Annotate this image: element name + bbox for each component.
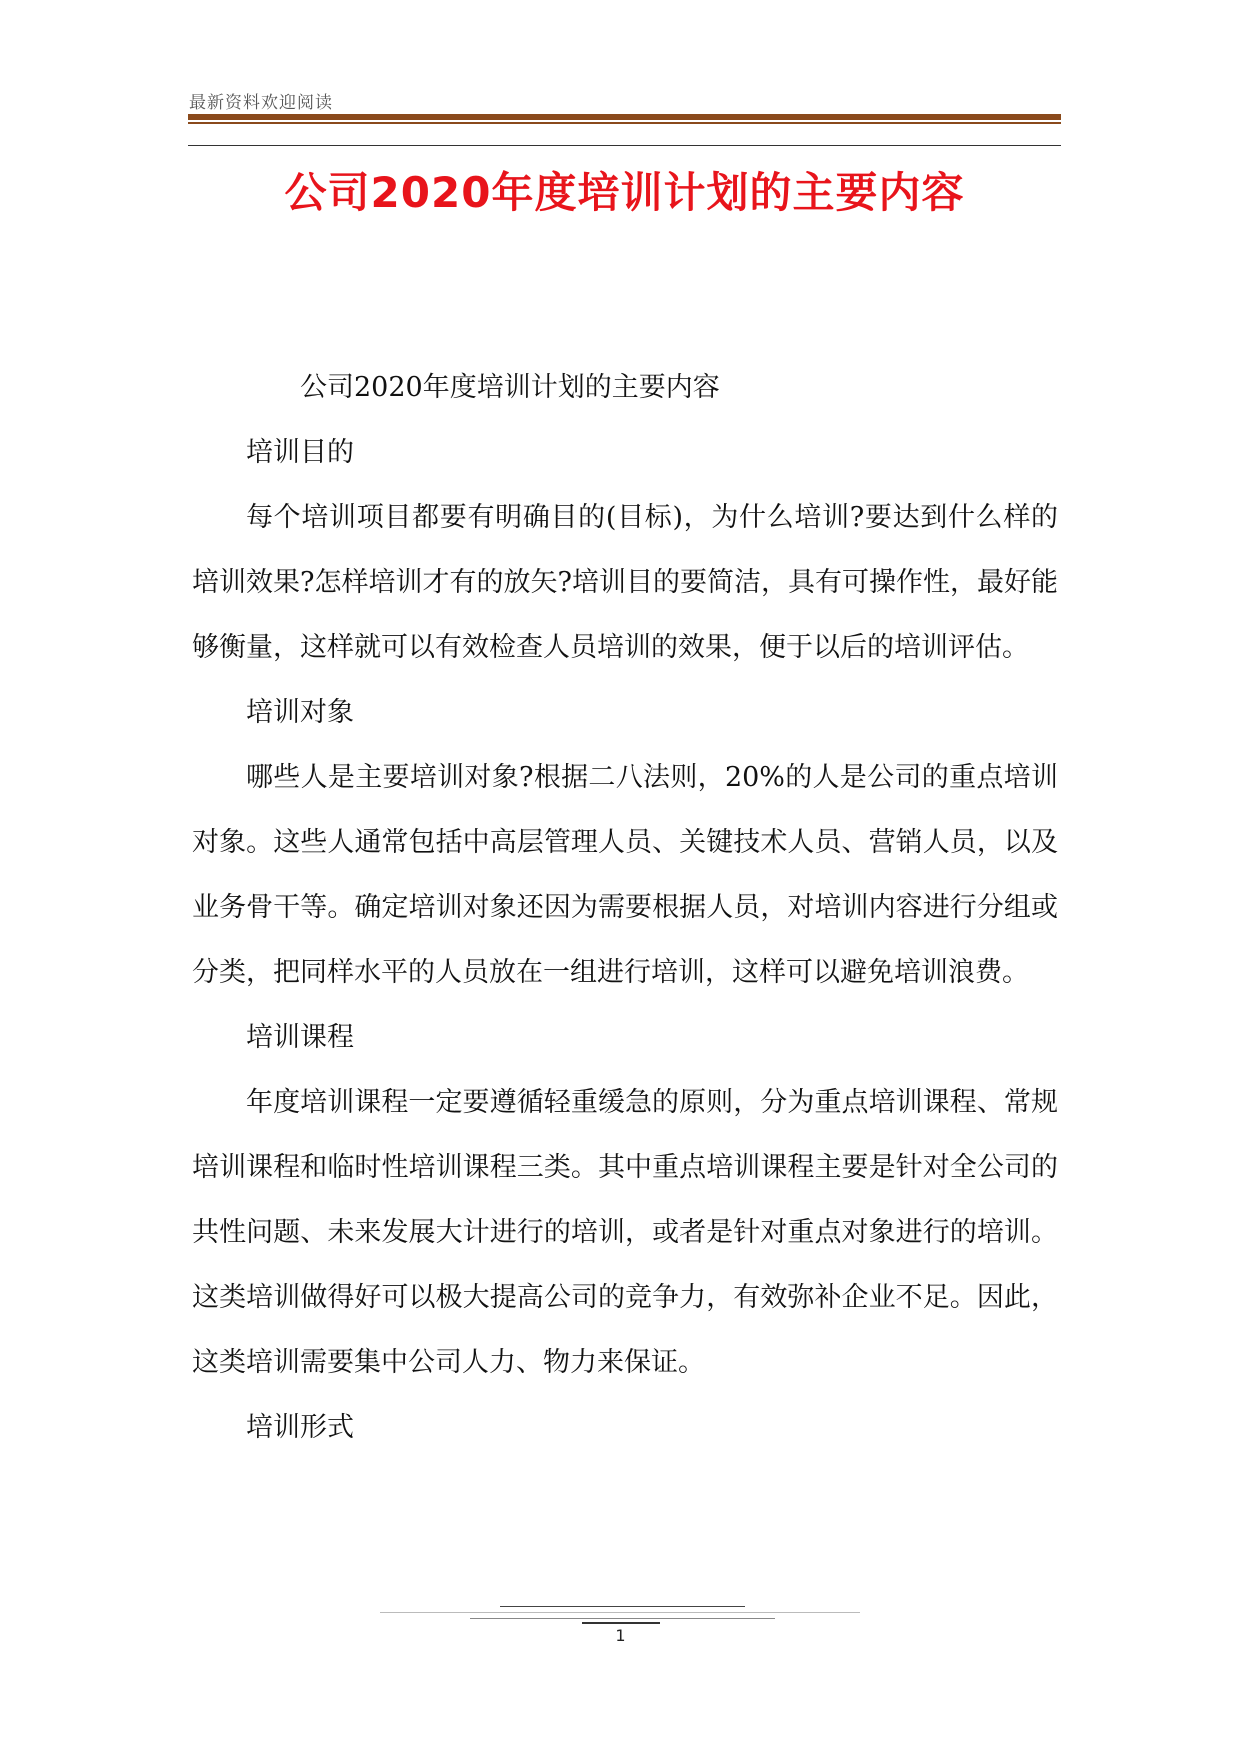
body-heading-title: 公司2020年度培训计划的主要内容 bbox=[300, 372, 720, 403]
paragraph-purpose: 每个培训项目都要有明确目的(目标)，为什么培训?要达到什么样的培训效果?怎样培训才有的放矢?培训目的要简洁，具有可操作性，最好能够衡量，这样就可以有效检查人员培训的效果，便于以后的培训评估。 bbox=[192, 502, 1058, 663]
page-header-text: 最新资料欢迎阅读 bbox=[189, 93, 333, 113]
section-heading-audience: 培训对象 bbox=[246, 697, 354, 728]
page-number: 1 bbox=[615, 1626, 626, 1645]
section-heading-purpose: 培训目的 bbox=[246, 437, 354, 468]
footer-rule-top bbox=[500, 1606, 745, 1607]
document-title: 公司2020年度培训计划的主要内容 bbox=[284, 168, 965, 217]
header-rule-thick bbox=[188, 114, 1061, 120]
header-rule bbox=[188, 122, 1061, 124]
paragraph-courses: 年度培训课程一定要遵循轻重缓急的原则，分为重点培训课程、常规培训课程和临时性培训课程三类。其中重点培训课程主要是针对全公司的共性问题、未来发展大计进行的培训，或者是针对重点对象进行的培训。这类培训做得好可以极大提高公司的竞争力，有效弥补企业不足。因此，这类培训需要集中公司人力、物力来保证。 bbox=[192, 1087, 1058, 1378]
footer-rule bbox=[380, 1612, 860, 1613]
document-body bbox=[192, 355, 1058, 1460]
footer-rule-accent bbox=[582, 1622, 660, 1624]
section-heading-courses: 培训课程 bbox=[246, 1022, 354, 1053]
footer-rule-lower bbox=[470, 1618, 775, 1619]
paragraph-audience: 哪些人是主要培训对象?根据二八法则，20%的人是公司的重点培训对象。这些人通常包括中高层管理人员、关键技术人员、营销人员，以及业务骨干等。确定培训对象还因为需要根据人员，对培训内容进行分组或分类，把同样水平的人员放在一组进行培训，这样可以避免培训浪费。 bbox=[192, 762, 1058, 988]
section-heading-format: 培训形式 bbox=[246, 1412, 354, 1443]
header-rule-bottom bbox=[188, 145, 1061, 146]
